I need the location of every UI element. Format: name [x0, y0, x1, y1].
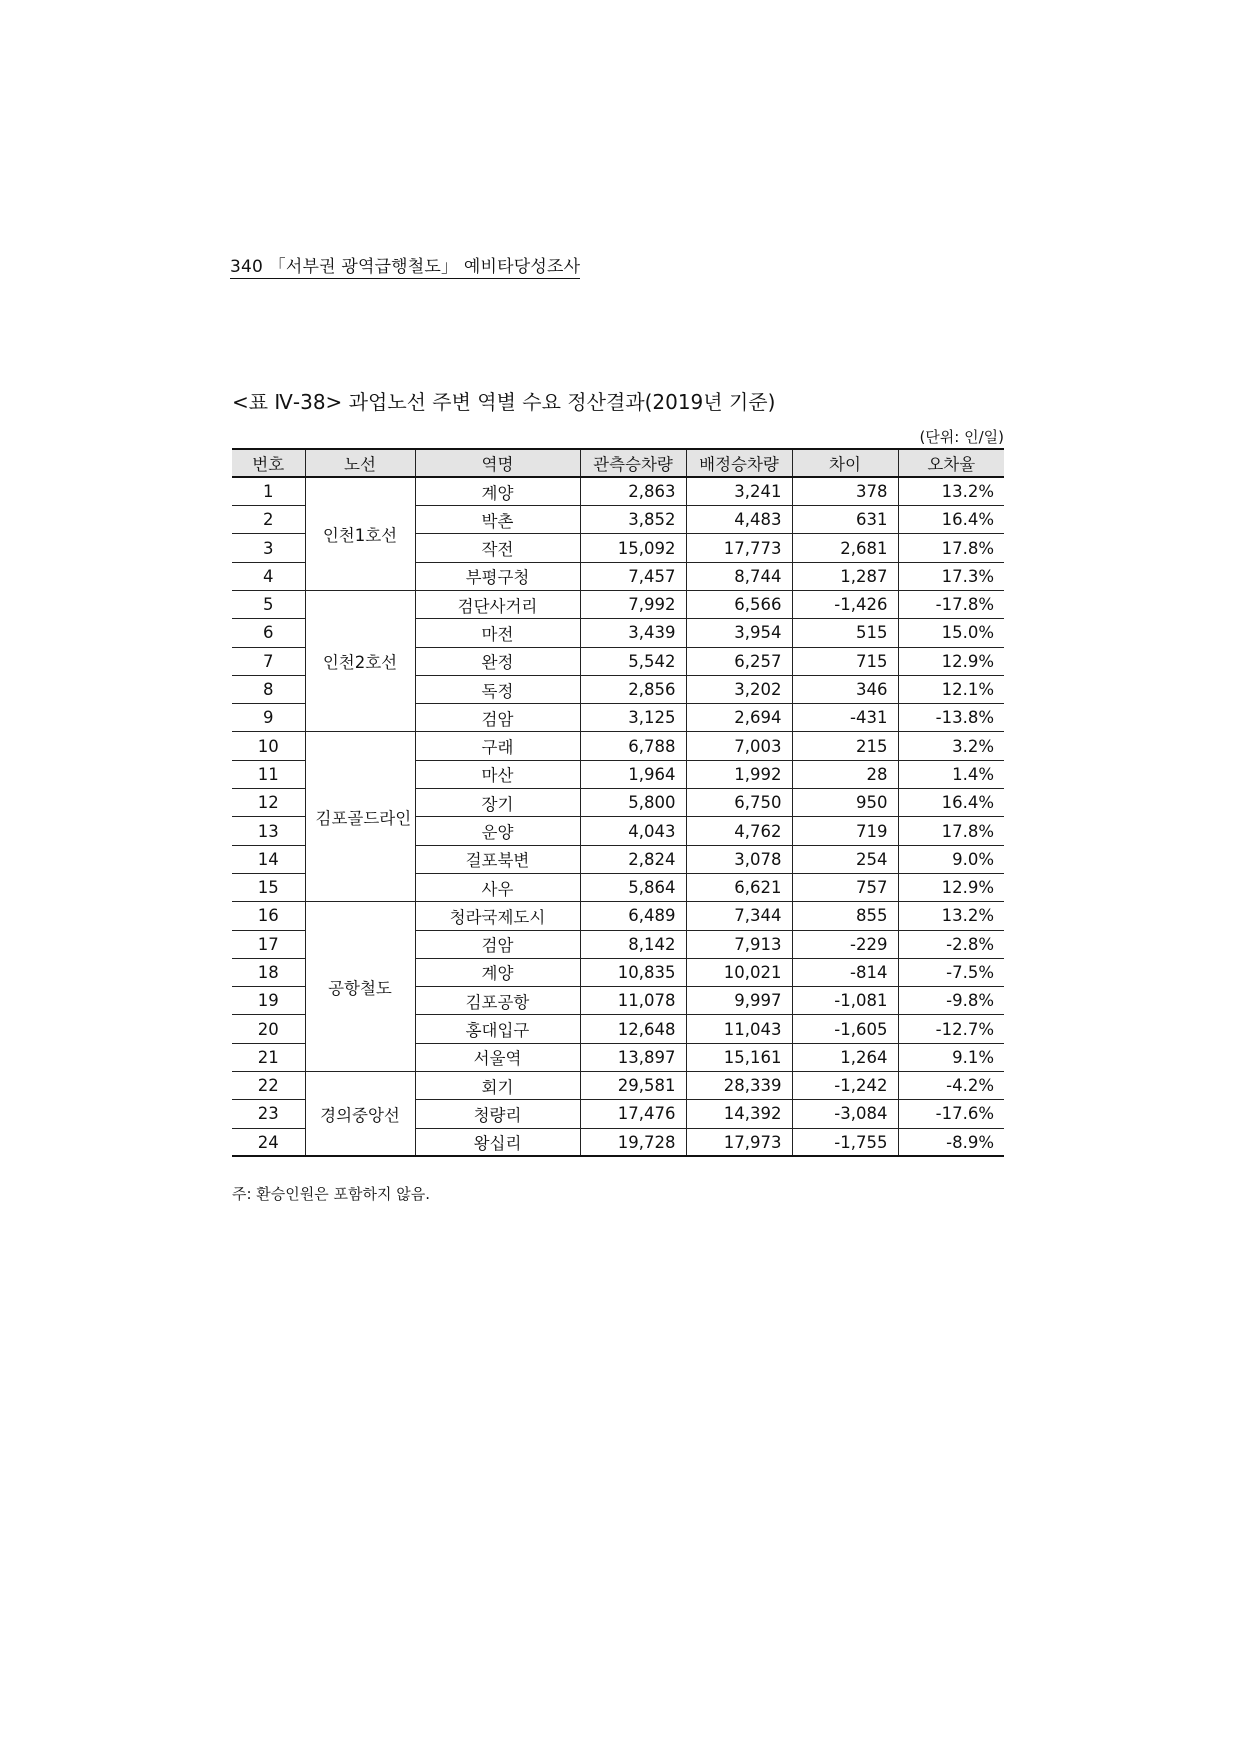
station-name: 운양: [415, 817, 580, 845]
observed-boardings: 5,800: [580, 789, 686, 817]
observed-boardings: 2,824: [580, 845, 686, 873]
assigned-boardings: 11,043: [686, 1015, 792, 1043]
error-rate: 3.2%: [898, 732, 1004, 760]
difference: 346: [792, 675, 898, 703]
column-header: 노선: [305, 449, 415, 477]
difference: 515: [792, 619, 898, 647]
column-header: 오차율: [898, 449, 1004, 477]
observed-boardings: 12,648: [580, 1015, 686, 1043]
assigned-boardings: 6,750: [686, 789, 792, 817]
observed-boardings: 8,142: [580, 930, 686, 958]
row-number: 7: [232, 647, 305, 675]
error-rate: 13.2%: [898, 902, 1004, 930]
row-number: 20: [232, 1015, 305, 1043]
station-name: 계양: [415, 477, 580, 505]
table-row: [232, 590, 1004, 618]
assigned-boardings: 10,021: [686, 958, 792, 986]
observed-boardings: 3,125: [580, 704, 686, 732]
table-row: [232, 902, 1004, 930]
difference: 1,287: [792, 562, 898, 590]
difference: -431: [792, 704, 898, 732]
assigned-boardings: 3,202: [686, 675, 792, 703]
row-number: 3: [232, 534, 305, 562]
assigned-boardings: 4,483: [686, 506, 792, 534]
observed-boardings: 7,992: [580, 590, 686, 618]
difference: 215: [792, 732, 898, 760]
table-row: [232, 1072, 1004, 1100]
difference: -1,755: [792, 1128, 898, 1156]
row-number: 10: [232, 732, 305, 760]
error-rate: -12.7%: [898, 1015, 1004, 1043]
difference: 757: [792, 873, 898, 901]
row-number: 1: [232, 477, 305, 505]
station-name: 마산: [415, 760, 580, 788]
assigned-boardings: 6,257: [686, 647, 792, 675]
assigned-boardings: 6,566: [686, 590, 792, 618]
row-number: 8: [232, 675, 305, 703]
row-number: 2: [232, 506, 305, 534]
difference: -1,605: [792, 1015, 898, 1043]
observed-boardings: 3,852: [580, 506, 686, 534]
observed-boardings: 6,489: [580, 902, 686, 930]
assigned-boardings: 3,954: [686, 619, 792, 647]
column-header: 번호: [232, 449, 305, 477]
station-name: 박촌: [415, 506, 580, 534]
error-rate: -4.2%: [898, 1072, 1004, 1100]
station-name: 계양: [415, 958, 580, 986]
error-rate: -13.8%: [898, 704, 1004, 732]
error-rate: 17.8%: [898, 817, 1004, 845]
row-number: 23: [232, 1100, 305, 1128]
table-row: [232, 477, 1004, 505]
difference: -1,242: [792, 1072, 898, 1100]
assigned-boardings: 8,744: [686, 562, 792, 590]
row-number: 12: [232, 789, 305, 817]
row-number: 24: [232, 1128, 305, 1156]
error-rate: 9.1%: [898, 1043, 1004, 1071]
row-number: 21: [232, 1043, 305, 1071]
error-rate: -9.8%: [898, 987, 1004, 1015]
error-rate: 17.8%: [898, 534, 1004, 562]
footnote: 주: 환승인원은 포함하지 않음.: [232, 1185, 431, 1203]
error-rate: 16.4%: [898, 789, 1004, 817]
assigned-boardings: 17,973: [686, 1128, 792, 1156]
station-name: 청라국제도시: [415, 902, 580, 930]
assigned-boardings: 4,762: [686, 817, 792, 845]
observed-boardings: 5,864: [580, 873, 686, 901]
observed-boardings: 4,043: [580, 817, 686, 845]
row-number: 18: [232, 958, 305, 986]
table-body: [232, 477, 1004, 1156]
station-name: 서울역: [415, 1043, 580, 1071]
error-rate: 16.4%: [898, 506, 1004, 534]
row-number: 13: [232, 817, 305, 845]
difference: -814: [792, 958, 898, 986]
line-name: 공항철도: [305, 902, 415, 1072]
station-name: 독정: [415, 675, 580, 703]
station-name: 사우: [415, 873, 580, 901]
station-name: 회기: [415, 1072, 580, 1100]
row-number: 6: [232, 619, 305, 647]
station-name: 작전: [415, 534, 580, 562]
station-name: 검암: [415, 930, 580, 958]
column-header: 차이: [792, 449, 898, 477]
assigned-boardings: 15,161: [686, 1043, 792, 1071]
difference: -1,426: [792, 590, 898, 618]
station-name: 부평구청: [415, 562, 580, 590]
difference: 28: [792, 760, 898, 788]
table-caption: <표 Ⅳ-38> 과업노선 주변 역별 수요 정산결과(2019년 기준): [232, 390, 776, 414]
difference: 254: [792, 845, 898, 873]
observed-boardings: 15,092: [580, 534, 686, 562]
assigned-boardings: 7,344: [686, 902, 792, 930]
line-name: 인천1호선: [305, 477, 415, 590]
error-rate: -17.6%: [898, 1100, 1004, 1128]
assigned-boardings: 17,773: [686, 534, 792, 562]
station-name: 검단사거리: [415, 590, 580, 618]
station-name: 왕십리: [415, 1128, 580, 1156]
row-number: 9: [232, 704, 305, 732]
column-header: 역명: [415, 449, 580, 477]
station-name: 청량리: [415, 1100, 580, 1128]
error-rate: 12.9%: [898, 647, 1004, 675]
observed-boardings: 2,863: [580, 477, 686, 505]
error-rate: -17.8%: [898, 590, 1004, 618]
assigned-boardings: 14,392: [686, 1100, 792, 1128]
assigned-boardings: 3,078: [686, 845, 792, 873]
observed-boardings: 10,835: [580, 958, 686, 986]
line-name: 인천2호선: [305, 590, 415, 731]
row-number: 16: [232, 902, 305, 930]
station-name: 장기: [415, 789, 580, 817]
assigned-boardings: 1,992: [686, 760, 792, 788]
station-name: 김포공항: [415, 987, 580, 1015]
difference: 719: [792, 817, 898, 845]
assigned-boardings: 6,621: [686, 873, 792, 901]
difference: 1,264: [792, 1043, 898, 1071]
assigned-boardings: 28,339: [686, 1072, 792, 1100]
difference: 950: [792, 789, 898, 817]
column-header: 배정승차량: [686, 449, 792, 477]
observed-boardings: 11,078: [580, 987, 686, 1015]
station-name: 구래: [415, 732, 580, 760]
column-header: 관측승차량: [580, 449, 686, 477]
difference: 715: [792, 647, 898, 675]
station-name: 마전: [415, 619, 580, 647]
table-row: [232, 732, 1004, 760]
difference: 2,681: [792, 534, 898, 562]
difference: 631: [792, 506, 898, 534]
error-rate: 15.0%: [898, 619, 1004, 647]
observed-boardings: 17,476: [580, 1100, 686, 1128]
row-number: 15: [232, 873, 305, 901]
observed-boardings: 2,856: [580, 675, 686, 703]
observed-boardings: 19,728: [580, 1128, 686, 1156]
row-number: 4: [232, 562, 305, 590]
observed-boardings: 5,542: [580, 647, 686, 675]
difference: -1,081: [792, 987, 898, 1015]
assigned-boardings: 7,913: [686, 930, 792, 958]
error-rate: 1.4%: [898, 760, 1004, 788]
error-rate: 13.2%: [898, 477, 1004, 505]
error-rate: -2.8%: [898, 930, 1004, 958]
station-name: 검암: [415, 704, 580, 732]
table-header-row: [232, 449, 1004, 477]
error-rate: -8.9%: [898, 1128, 1004, 1156]
station-demand-table: [232, 448, 1004, 1157]
row-number: 17: [232, 930, 305, 958]
error-rate: 17.3%: [898, 562, 1004, 590]
error-rate: -7.5%: [898, 958, 1004, 986]
row-number: 19: [232, 987, 305, 1015]
assigned-boardings: 9,997: [686, 987, 792, 1015]
error-rate: 12.9%: [898, 873, 1004, 901]
error-rate: 12.1%: [898, 675, 1004, 703]
difference: -3,084: [792, 1100, 898, 1128]
observed-boardings: 29,581: [580, 1072, 686, 1100]
observed-boardings: 7,457: [580, 562, 686, 590]
line-name: 김포골드라인: [305, 732, 415, 902]
assigned-boardings: 2,694: [686, 704, 792, 732]
unit-label: (단위: 인/일): [919, 428, 1004, 446]
assigned-boardings: 3,241: [686, 477, 792, 505]
observed-boardings: 13,897: [580, 1043, 686, 1071]
line-name: 경의중앙선: [305, 1072, 415, 1157]
row-number: 22: [232, 1072, 305, 1100]
station-name: 걸포북변: [415, 845, 580, 873]
row-number: 14: [232, 845, 305, 873]
difference: 855: [792, 902, 898, 930]
page-header: 340 「서부권 광역급행철도」 예비타당성조사: [230, 252, 580, 279]
row-number: 5: [232, 590, 305, 618]
difference: 378: [792, 477, 898, 505]
observed-boardings: 3,439: [580, 619, 686, 647]
observed-boardings: 1,964: [580, 760, 686, 788]
station-name: 홍대입구: [415, 1015, 580, 1043]
row-number: 11: [232, 760, 305, 788]
assigned-boardings: 7,003: [686, 732, 792, 760]
error-rate: 9.0%: [898, 845, 1004, 873]
observed-boardings: 6,788: [580, 732, 686, 760]
difference: -229: [792, 930, 898, 958]
station-name: 완정: [415, 647, 580, 675]
